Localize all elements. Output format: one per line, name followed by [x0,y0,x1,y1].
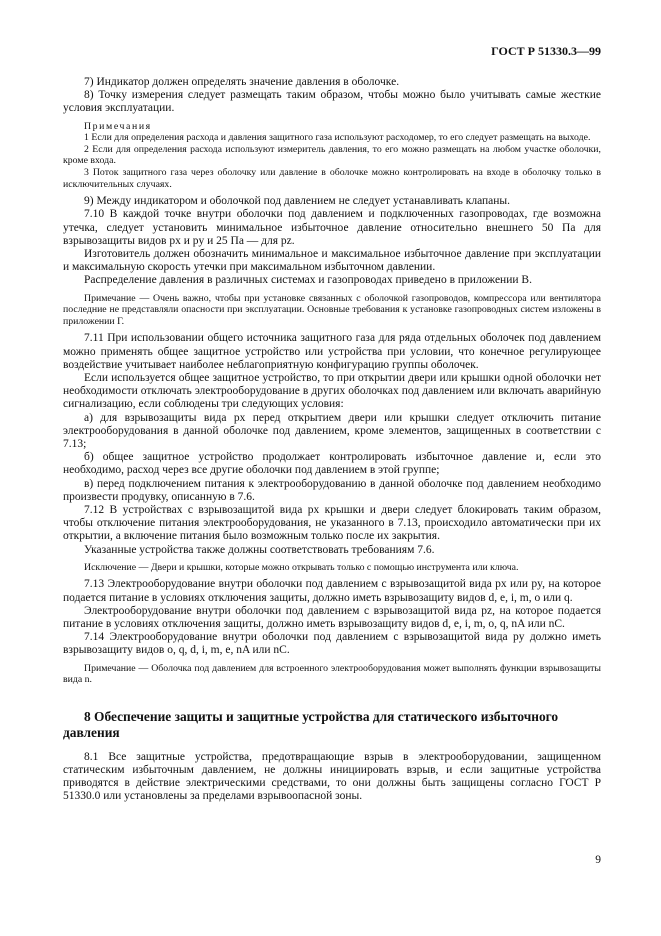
note-1: 1 Если для определения расхода и давления защитного газа используют расходомер, то его следует размещать на выходе. [84,132,591,144]
page-number: 9 [595,854,601,866]
clause-7-12: 7.12 В устройствах с взрывозащитой вида px крышки и двери следует блокировать таким образом, чтобы отключение питания электрооборудования, не указанного в 7.13, происходило автоматически при их открытии, а включение питания было возможным только после их закрытия. [63,504,601,543]
list-item-9: 9) Между индикатором и оболочкой под давлением не следует устанавливать клапаны. [84,195,511,208]
condition-c: в) перед подключением питания к электрооборудованию в данной оболочке под давлением необходимо произвести продувку, описанную в 7.6. [63,477,601,503]
notes-heading: Примечания [84,120,152,132]
document-code-header: ГОСТ Р 51330.3—99 [491,44,601,58]
clause-7-14: 7.14 Электрооборудование внутри оболочки под давлением с взрывозащитой вида py должно иметь взрывозащиту видов o, q, d, i, m, e, nA или nC. [63,631,601,657]
note-gas-systems: Примечание — Очень важно, чтобы при установке связанных с оболочкой газопроводов, компрессора или вентилятора последние не представляли опасности при эксплуатации. Основные требования к установке газопроводных систем изложены в приложении Г. [63,292,601,327]
note-type-n: Примечание — Оболочка под давлением для встроенного электрооборудования может выполнять функции взрывозащиты вида n. [63,662,601,686]
condition-a: а) для взрывозащиты вида px перед открытием двери или крышки следует отключить питание электрооборудования в данной оболочке под давлением, кроме элементов, защищенных в соответствии с 7.13; [63,411,601,450]
paragraph-common-device: Если используется общее защитное устройство, то при открытии двери или крышки одной оболочки нет необходимости отключать электрооборудование в других оболочках под давлением или включать аварийную сигнализацию, если соблюдены три следующих условия: [63,371,601,411]
clause-7-10: 7.10 В каждой точке внутри оболочки под давлением и подключенных газопроводах, где возможна утечка, следует установить минимальное избыточное давление относительно внешнего 50 Па для взрывозащиты видов px и py и 25 Па — для pz. [63,208,601,247]
note-2: 2 Если для определения расхода используют измеритель давления, то его можно размещать на любом участке оболочки, кроме входа. [63,143,601,167]
list-item-7: 7) Индикатор должен определять значение давления в оболочке. [84,76,400,88]
paragraph-pressure-distribution: Распределение давления в различных системах и газопроводах приведено в приложении В. [84,274,532,287]
note-3: 3 Поток защитного газа через оболочку или давление в оболочке можно контролировать на входе в оболочку только в исключительных случаях. [63,166,601,190]
paragraph-pz-equipment: Электрооборудование внутри оболочки под давлением с взрывозащитой вида pz, на которое подается питание в условиях отключения защиты, должно иметь взрывозащиту видов d, e, i, m, o, q, nA или nC. [63,604,601,631]
paragraph-manufacturer: Изготовитель должен обозначить минимальное и максимальное избыточное давление при эксплуатации и максимальную скорость утечки при максимальном избыточном давлении. [63,247,601,274]
condition-b: б) общее защитное устройство продолжает контролировать избыточное давление и, если это необходимо, расход через все другие оболочки под давлением в этой группе; [63,451,601,477]
clause-7-11: 7.11 При использовании общего источника защитного газа для ряда отдельных оболочек под давлением можно применять общее защитное устройство или устройства при условии, что конечное регулирующее воздействие учитывает наиболее неблагоприятную конфигурацию группы оболочек. [63,332,601,371]
clause-7-13: 7.13 Электрооборудование внутри оболочки под давлением с взрывозащитой вида px или py, на которое подается питание в условиях отключения защиты, должно иметь взрывозащиту видов d, e, i, m, o или q. [63,578,601,604]
exception-note: Исключение — Двери и крышки, которые можно открывать только с помощью инструмента или ключа. [84,561,519,573]
section-8-heading: 8 Обеспечение защиты и защитные устройства для статического избыточного давления [63,708,559,740]
clause-8-1: 8.1 Все защитные устройства, предотвращающие взрыв в электрооборудовании, защищенном статическим избыточным давлением, не должны инициировать взрыв, и если защитные устройства приводятся в действие электрическими средствами, то они должны быть защищены согласно ГОСТ Р 51330.0 или установлены за пределами взрывоопасной зоны. [63,750,601,803]
list-item-8: 8) Точку измерения следует размещать таким образом, чтобы можно было учитывать самые жесткие условия эксплуатации. [63,89,601,115]
paragraph-requirements-7-6: Указанные устройства также должны соответствовать требованиям 7.6. [84,543,435,556]
page-body [63,76,601,804]
